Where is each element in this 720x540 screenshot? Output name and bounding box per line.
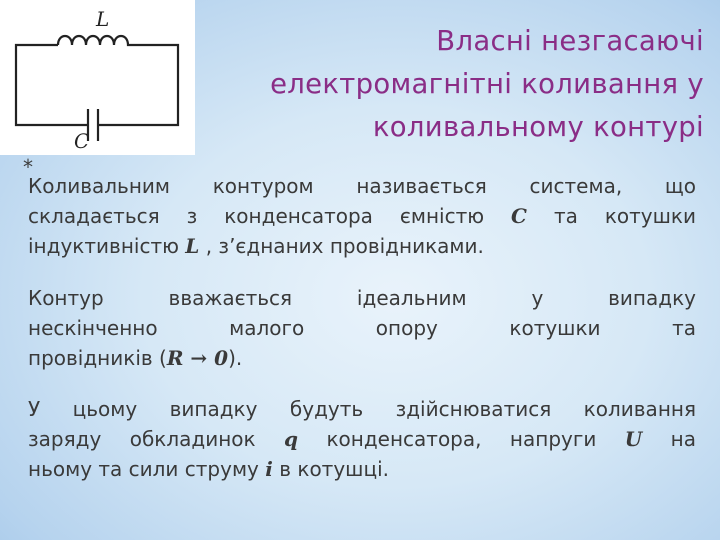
circuit-schematic	[0, 0, 195, 155]
slide-title	[184, 20, 704, 149]
title-line-1: Власні незгасаючі	[436, 25, 704, 57]
resistance-limit-formula: R → 0	[166, 346, 229, 370]
paragraph-line	[28, 424, 696, 454]
text-segment: конденсатора, напруги	[326, 427, 597, 451]
paragraph-line	[28, 454, 696, 484]
lc-circuit-diagram	[0, 0, 195, 155]
capacitance-symbol: C	[511, 204, 527, 228]
paragraph-definition	[28, 171, 696, 261]
paragraph-line	[28, 231, 696, 261]
paragraph-line	[28, 201, 696, 231]
paragraph-line	[28, 343, 696, 373]
voltage-symbol: U	[624, 427, 643, 451]
title-line-2: електромагнітні коливання у	[270, 68, 704, 100]
current-symbol: i	[265, 457, 273, 481]
text-segment: заряду обкладинок	[28, 427, 256, 451]
charge-symbol: q	[284, 427, 299, 451]
paragraph-oscillations	[28, 394, 696, 484]
right-wire	[98, 45, 178, 125]
left-wire	[16, 45, 88, 125]
inductance-symbol: L	[185, 234, 200, 258]
inductor-coil	[58, 36, 130, 45]
title-line-3: коливальному контурі	[372, 111, 704, 143]
text-segment: на	[670, 427, 696, 451]
paragraph-line: Контур вважається ідеальним у випадку	[28, 286, 696, 310]
text-segment: складається з конденсатора ємністю	[28, 204, 485, 228]
text-segment: , з’єднаних провідниками.	[205, 234, 484, 258]
inductor-label: L	[96, 7, 110, 31]
text-segment: та котушки	[553, 204, 697, 228]
text-segment: індуктивністю	[28, 234, 179, 258]
paragraph-line: Коливальним контуром називається система, що	[28, 174, 696, 198]
paragraph-line: У цьому випадку будуть здійснюватися коливання	[28, 397, 696, 421]
capacitor-label: C	[74, 129, 90, 153]
text-segment: провідників (	[28, 346, 167, 370]
text-segment: ньому та сили струму	[28, 457, 259, 481]
paragraph-ideal-circuit	[28, 283, 696, 373]
bullet-marker: *	[23, 155, 33, 179]
text-segment: ).	[228, 346, 243, 370]
paragraph-line: нескінченно малого опору котушки та	[28, 316, 696, 340]
text-segment: в котушці.	[279, 457, 389, 481]
